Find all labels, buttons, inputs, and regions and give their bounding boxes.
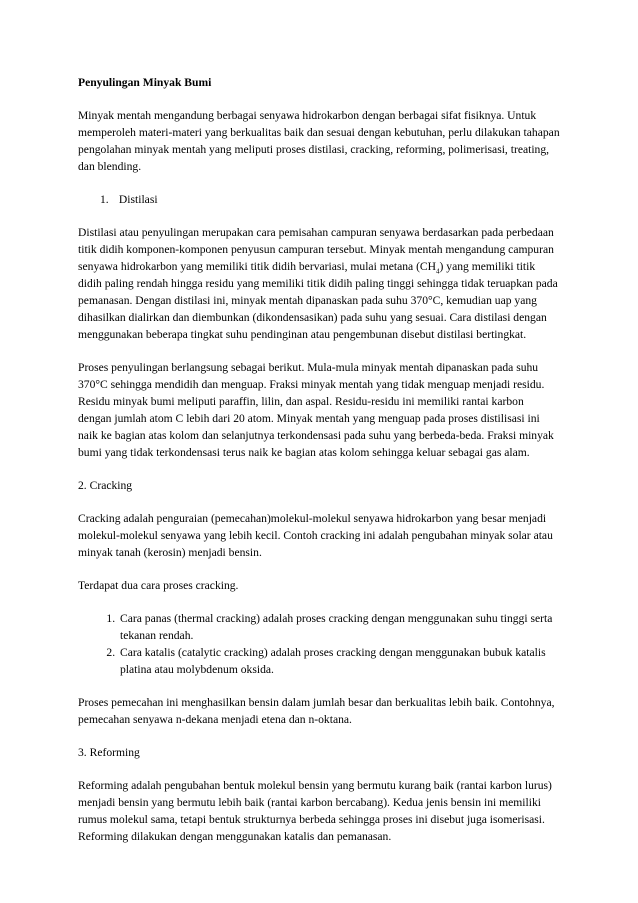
reforming-paragraph-1: Reforming adalah pengubahan bentuk molekul bensin yang bermutu kurang baik (rantai karbon lurus) menjadi bensin yang bermutu lebih baik (rantai karbon bercabang). Kedua jenis bensin ini memiliki rumus molekul sama, tetapi bentuk strukturnya berbeda sehingga proses ini disebut juga isomerisasi. Reforming dilakukan dengan menggunakan katalis dan pemanasan. <box>78 779 552 843</box>
section-number: 1. <box>100 193 109 206</box>
section-heading-text: Distilasi <box>118 193 158 206</box>
cracking-paragraph-3: Proses pemecahan ini menghasilkan bensin dalam jumlah besar dan berkualitas lebih baik. Contohnya, pemecahan senyawa n-dekana menjadi etena dan n-oktana. <box>78 696 555 726</box>
methane-subscript: 4 <box>436 267 440 276</box>
list-item: 1. Cara panas (thermal cracking) adalah proses cracking dengan menggunakan suhu tinggi serta tekanan rendah. <box>118 610 560 644</box>
cracking-paragraph-1: Cracking adalah penguraian (pemecahan)molekul-molekul senyawa hidrokarbon yang besar menjadi molekul-molekul senyawa yang lebih kecil. Contoh cracking ini adalah pengubahan minyak solar atau minyak tanah (kerosin) menjadi bensin. <box>78 512 553 559</box>
document-title: Penyulingan Minyak Bumi <box>78 76 212 89</box>
distilasi-paragraph-2: Proses penyulingan berlangsung sebagai berikut. Mula-mula minyak mentah dipanaskan pada suhu 370°C sehingga mendidih dan menguap. Fraksi minyak mentah yang tidak menguap menjadi residu. Residu minyak bumi meliputi paraffin, lilin, dan aspal. Residu-residu ini memiliki rantai karbon dengan jumlah atom C lebih dari 20 atom. Minyak mentah yang menguap pada proses distilisasi ini naik ke bagian atas kolom dan selanjutnya terkondensasi pada suhu yang berbeda-beda. Fraksi minyak bumi yang tidak terkondensasi terus naik ke bagian atas kolom sehingga keluar sebagai gas alam. <box>78 361 554 459</box>
cracking-methods-list <box>78 610 560 678</box>
distilasi-text-part-2: ) yang memiliki titik didih paling rendah hingga residu yang memiliki titik didih paling tinggi sehingga tidak teruapkan pada pemanasan. Dengan distilasi ini, minyak mentah dipanaskan pada suhu 370°C, kemudian uap yang dihasilkan dialirkan dan diembunkan (dikondensasikan) pada suhu yang sesuai. Cara distilasi dengan menggunakan beberapa tingkat suhu pendinginan atau pengembunan disebut distilasi bertingkat. <box>78 260 558 341</box>
distilasi-text-part-1: Distilasi atau penyulingan merupakan cara pemisahan campuran senyawa berdasarkan pada perbedaan titik didih komponen-komponen penyusun campuran tersebut. Minyak mentah mengandung campuran senyawa hidrokarbon yang memiliki titik didih bervariasi, mulai metana (CH <box>78 226 554 273</box>
list-item: 2. Cara katalis (catalytic cracking) adalah proses cracking dengan menggunakan bubuk katalis platina atau molybdenum oksida. <box>118 644 560 678</box>
intro-paragraph: Minyak mentah mengandung berbagai senyawa hidrokarbon dengan berbagai sifat fisiknya. Untuk memperoleh materi-materi yang berkualitas baik dan sesuai dengan kebutuhan, perlu dilakukan tahapan pengolahan minyak mentah yang meliputi proses distilasi, cracking, reforming, polimerisasi, treating, dan blending. <box>78 109 560 173</box>
section-heading-reforming: 3. Reforming <box>78 746 140 759</box>
cracking-paragraph-2: Terdapat dua cara proses cracking. <box>78 579 239 592</box>
distilasi-paragraph-1 <box>78 224 560 343</box>
section-heading-distilasi <box>78 191 560 208</box>
section-heading-cracking: 2. Cracking <box>78 479 133 492</box>
